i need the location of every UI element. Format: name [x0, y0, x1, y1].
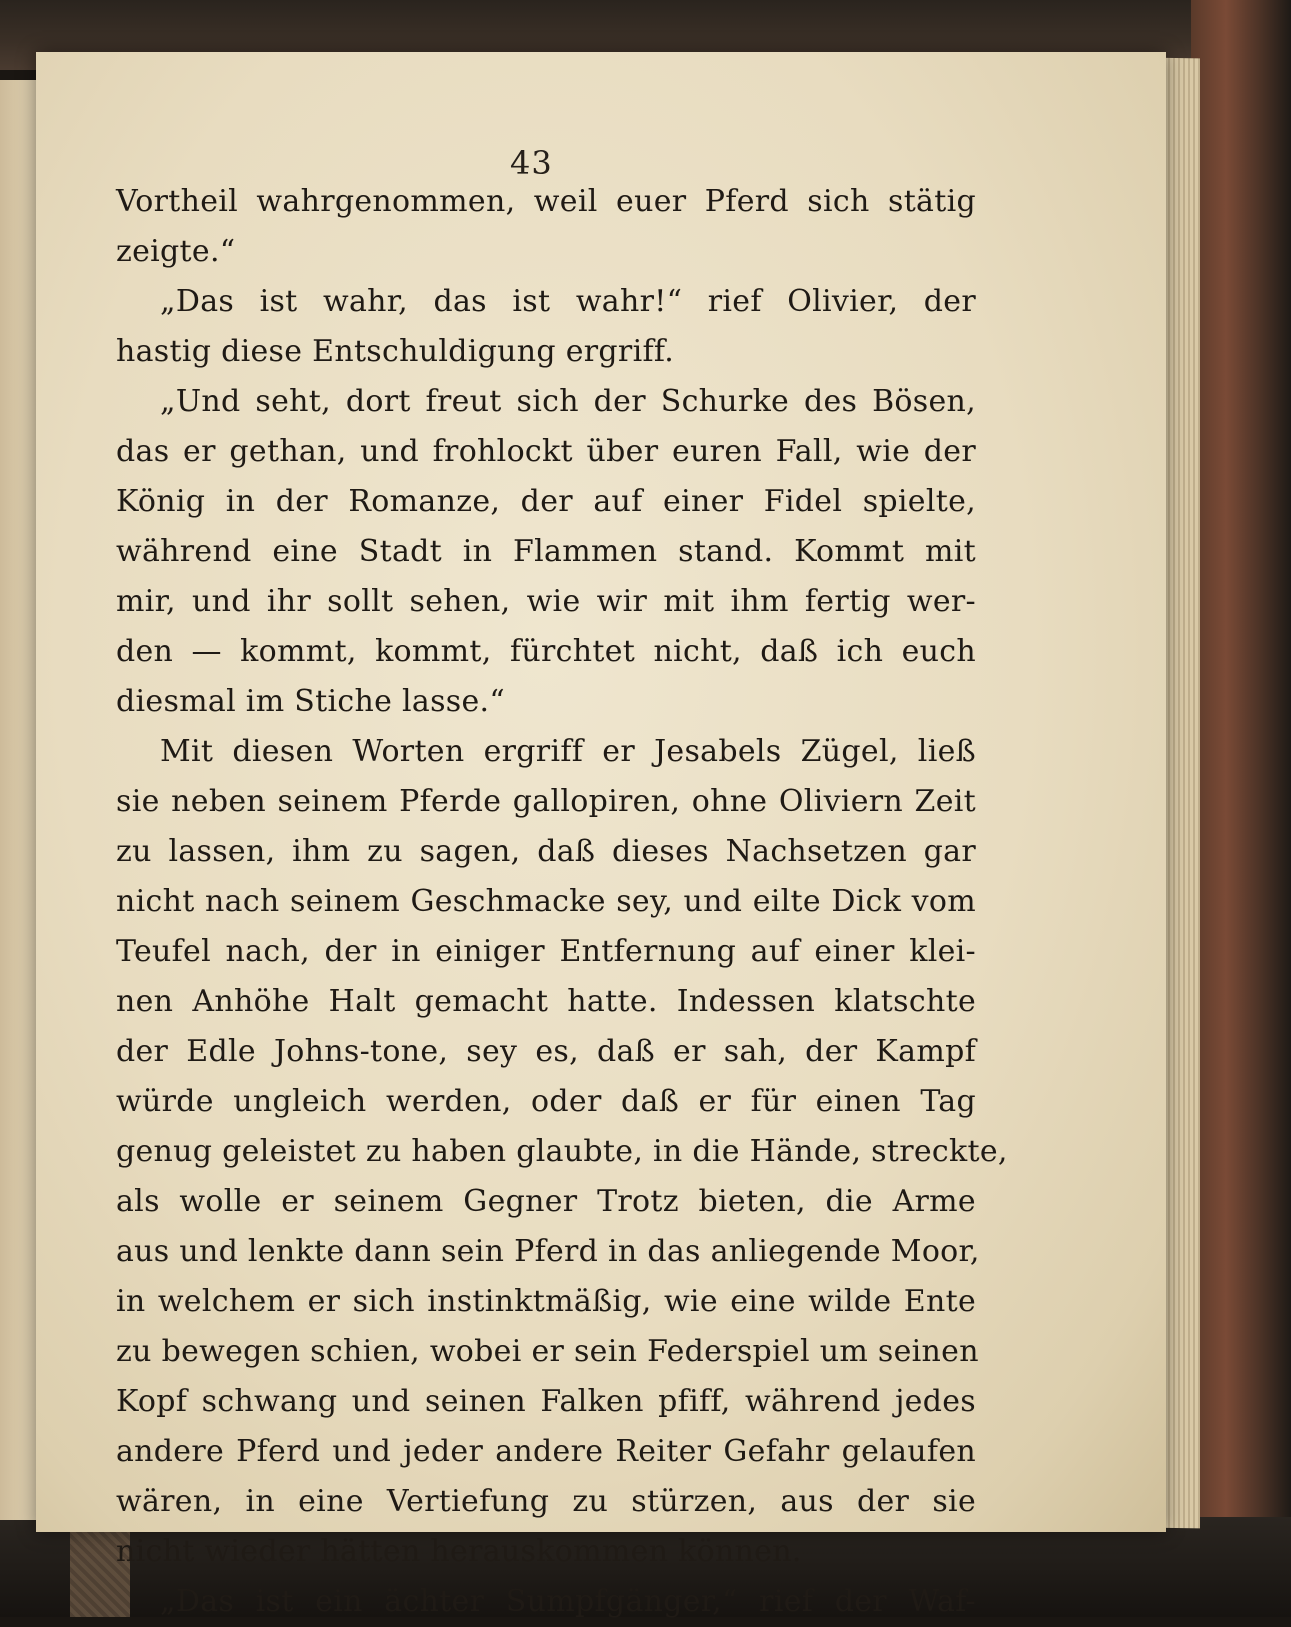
text-line: zu bewegen schien, wobei er sein Federspiel um seinen — [116, 1334, 979, 1369]
text-line: das er gethan, und frohlockt über euren Fall, wie der — [116, 434, 976, 469]
text-line: Vortheil wahrgenommen, weil euer Pferd sich stätig — [116, 184, 976, 219]
text-line: würde ungleich werden, oder daß er für einen Tag — [116, 1084, 976, 1119]
text-line: Mit diesen Worten ergriff er Jesabels Zügel, ließ — [160, 734, 976, 769]
text-line: genug geleistet zu haben glaubte, in die Hände, streckte, — [116, 1134, 1008, 1169]
text-line: sie neben seinem Pferde gallopiren, ohne Oliviern Zeit — [116, 784, 976, 819]
text-line: den — kommt, kommt, fürchtet nicht, daß ich euch — [116, 634, 976, 669]
text-line: als wolle er seinem Gegner Trotz bieten, die Arme — [116, 1184, 976, 1219]
page-text-block — [116, 177, 1008, 1627]
previous-page-edge — [0, 80, 40, 1520]
text-line: „Das ist wahr, das ist wahr!“ rief Olivier, der — [160, 284, 976, 319]
text-line: aus und lenkte dann sein Pferd in das anliegende Moor, — [116, 1234, 980, 1269]
text-line: zu lassen, ihm zu sagen, daß dieses Nachsetzen gar — [116, 834, 976, 869]
text-line: mir, und ihr sollt sehen, wie wir mit ihm fertig wer- — [116, 584, 976, 619]
text-line: diesmal im Stiche lasse.“ — [116, 684, 506, 719]
text-line: Teufel nach, der in einiger Entfernung auf einer klei- — [116, 934, 976, 969]
text-line: hastig diese Entschuldigung ergriff. — [116, 334, 675, 369]
text-line: „Das ist ein ächter Sumpfgänger,“ rief der Waf- — [160, 1584, 976, 1619]
text-line: König in der Romanze, der auf einer Fidel spielte, — [116, 484, 976, 519]
text-line: Kopf schwang und seinen Falken pfiff, während jedes — [116, 1384, 976, 1419]
text-line: nen Anhöhe Halt gemacht hatte. Indessen klatschte — [116, 984, 976, 1019]
text-line: nicht wieder hätten herauskommen können. — [116, 1534, 802, 1569]
text-line: wären, in eine Vertiefung zu stürzen, aus der sie — [116, 1484, 976, 1519]
text-line: nicht nach seinem Geschmacke sey, und eilte Dick vom — [116, 884, 976, 919]
text-line: „Und seht, dort freut sich der Schurke des Bösen, — [160, 384, 976, 419]
book-cover-right — [1191, 0, 1291, 1617]
text-line: während eine Stadt in Flammen stand. Kommt mit — [116, 534, 976, 569]
book-page — [36, 52, 1166, 1619]
text-line: der Edle Johns-tone, sey es, daß er sah, der Kampf — [116, 1034, 976, 1069]
text-line: andere Pferd und jeder andere Reiter Gefahr gelaufen — [116, 1434, 976, 1469]
text-line: in welchem er sich instinktmäßig, wie eine wilde Ente — [116, 1284, 976, 1319]
page-number: 43 — [510, 144, 553, 182]
text-line: zeigte.“ — [116, 234, 236, 269]
